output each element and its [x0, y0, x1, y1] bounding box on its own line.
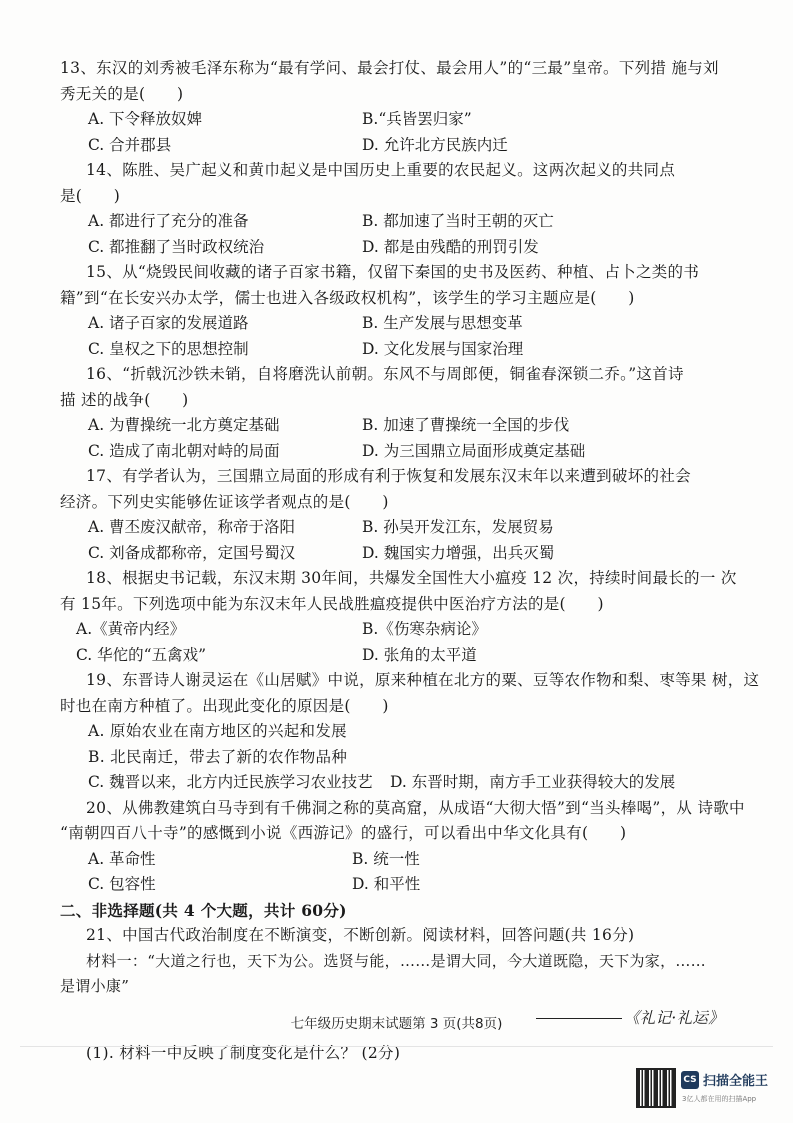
page-footer: 七年级历史期末试题第 3 页(共8页)	[290, 1016, 503, 1032]
q14-stem-line2: 是( )	[60, 186, 121, 205]
q16-option-d: D. 为三国鼎立局面形成奠定基础	[362, 441, 586, 460]
q14-options-row1	[60, 209, 728, 235]
q15-option-a: A. 诸子百家的发展道路	[88, 314, 249, 332]
q13-stem-line1: 13、东汉的刘秀被毛泽东称为“最有学问、最会打仗、最会用人”的“三最”皇帝。下列措 施与刘	[60, 59, 719, 77]
q15-options-row2	[60, 337, 728, 363]
q16-option-a: A. 为曹操统一北方奠定基础	[88, 416, 280, 434]
q13-options-row1	[60, 107, 728, 133]
q16-option-c: C. 造成了南北朝对峙的局面	[88, 441, 280, 460]
q18-option-d: D. 张角的太平道	[362, 645, 477, 664]
q17-option-c: C. 刘备成都称帝，定国号蜀汉	[88, 543, 296, 562]
q20-stem-line1: 20、从佛教建筑白马寺到有千佛洞之称的莫高窟，从成语“大彻大悟”到“当头棒喝”，从 诗歌中	[86, 798, 745, 817]
camscanner-logo-icon: CS	[681, 1071, 699, 1089]
q16-stem-line2: 描 述的战争( )	[60, 390, 189, 409]
q18-option-a: A.《黄帝内经》	[76, 620, 186, 638]
q13-option-a: A. 下令释放奴婢	[88, 110, 203, 128]
qr-code-icon	[636, 1068, 676, 1108]
q21-sub1: (1). 材料一中反映了制度变化是什么？ (2分)	[86, 1044, 401, 1062]
material-one-line2: 是谓小康”	[60, 977, 130, 995]
q17-option-d: D. 魏国实力增强，出兵灭蜀	[362, 543, 555, 562]
section2-title: 二、非选择题(共 4 个大题，共计 60分)	[60, 900, 347, 920]
q14-option-c: C. 都推翻了当时政权统治	[88, 237, 265, 256]
q13-stem-line2: 秀无关的是( )	[60, 84, 184, 103]
material-one-line1: 材料一：“大道之行也，天下为公。选贤与能，……是谓大同，今大道既隐，天下为家，……	[86, 951, 706, 970]
q13-option-c: C. 合并郡县	[88, 135, 172, 154]
q17-stem-line2: 经济。下列史实能够佐证该学者观点的是( )	[60, 492, 389, 511]
q20-stem-line2: “南朝四百八十寺”的感慨到小说《西游记》的盛行，可以看出中华文化具有( )	[60, 824, 627, 842]
q14-option-b: B. 都加速了当时王朝的灭亡	[362, 212, 554, 230]
question-list	[60, 56, 760, 1067]
q13-options-row2	[60, 133, 728, 159]
q17-option-b: B. 孙吴开发江东，发展贸易	[362, 518, 554, 536]
q18-stem-line2: 有 15年。下列选项中能为东汉末年人民战胜瘟疫提供中医治疗方法的是( )	[60, 594, 604, 613]
q13-option-b: B.“兵皆罢归家”	[362, 110, 472, 128]
q15-options-row1	[60, 311, 728, 337]
q15-stem-line1: 15、从“烧毁民间收藏的诸子百家书籍，仅留下秦国的史书及医药、种植、占卜之类的书	[86, 263, 700, 281]
q20-option-d: D. 和平性	[352, 875, 421, 893]
q17-options-row2	[60, 541, 728, 567]
q18-options-row2	[60, 643, 728, 669]
q14-option-d: D. 都是由残酷的刑罚引发	[362, 237, 539, 256]
q16-options-row2	[60, 439, 728, 465]
q19-option-c: C. 魏晋以来，北方内迁民族学习农业技艺	[88, 773, 373, 791]
q15-option-c: C. 皇权之下的思想控制	[88, 339, 249, 358]
q20-options-row1	[60, 847, 728, 873]
q19-options-row3	[60, 770, 728, 796]
q18-options-row1	[60, 617, 728, 643]
q19-option-a: A. 原始农业在南方地区的兴起和发展	[88, 722, 347, 740]
q13-option-d: D. 允许北方民族内迁	[362, 135, 508, 154]
footer-divider	[20, 1046, 773, 1047]
q20-option-a: A. 革命性	[88, 849, 156, 868]
q14-stem-line1: 14、陈胜、吴广起义和黄巾起义是中国历史上重要的农民起义。这两次起义的共同点	[86, 161, 676, 179]
q19-stem-line1: 19、东晋诗人谢灵运在《山居赋》中说，原来种植在北方的粟、豆等农作物和梨、枣等果 树，这	[86, 671, 760, 689]
q16-option-b: B. 加速了曹操统一全国的步伐	[362, 416, 570, 434]
q19-option-d: D. 东晋时期，南方手工业获得较大的发展	[390, 773, 676, 791]
q14-option-a: A. 都进行了充分的准备	[88, 212, 249, 230]
q18-stem-line1: 18、根据史书记载，东汉末期 30年间，共爆发全国性大小瘟疫 12 次，持续时间最长的一 次	[86, 569, 737, 587]
q18-option-c: C. 华佗的“五禽戏”	[76, 645, 207, 664]
q15-option-d: D. 文化发展与国家治理	[362, 339, 524, 358]
camscanner-brand: 扫描全能王	[703, 1074, 769, 1089]
q20-options-row2	[60, 872, 728, 898]
q17-options-row1	[60, 515, 728, 541]
q15-option-b: B. 生产发展与思想变革	[362, 314, 523, 332]
q14-options-row2	[60, 235, 728, 261]
q19-stem-line2: 时也在南方种植了。出现此变化的原因是( )	[60, 696, 389, 715]
q17-option-a: A. 曹丕废汉献帝，称帝于洛阳	[88, 518, 296, 536]
q18-option-b: B.《伤寒杂病论》	[362, 620, 487, 638]
q20-option-c: C. 包容性	[88, 875, 156, 893]
q17-stem-line1: 17、有学者认为，三国鼎立局面的形成有利于恢复和发展东汉末年以来遭到破坏的社会	[86, 467, 691, 485]
q16-stem-line1: 16、“折戟沉沙铁未销，自将磨洗认前朝。东风不与周郎便，铜雀春深锁二乔。”这首诗	[86, 365, 684, 383]
source-title: 《礼记·礼运》	[623, 1008, 724, 1027]
camscanner-tagline: 3亿人都在用的扫描App	[682, 1095, 757, 1103]
q19-option-b: B. 北民南迁，带去了新的农作物品种	[88, 747, 348, 766]
q20-option-b: B. 统一性	[352, 849, 420, 868]
q21-intro: 21、中国古代政治制度在不断演变，不断创新。阅读材料，回答问题(共 16分)	[86, 926, 635, 944]
q16-options-row1	[60, 413, 728, 439]
q15-stem-line2: 籍”到“在长安兴办太学，儒士也进入各级政权机构”，该学生的学习主题应是( )	[60, 288, 635, 307]
